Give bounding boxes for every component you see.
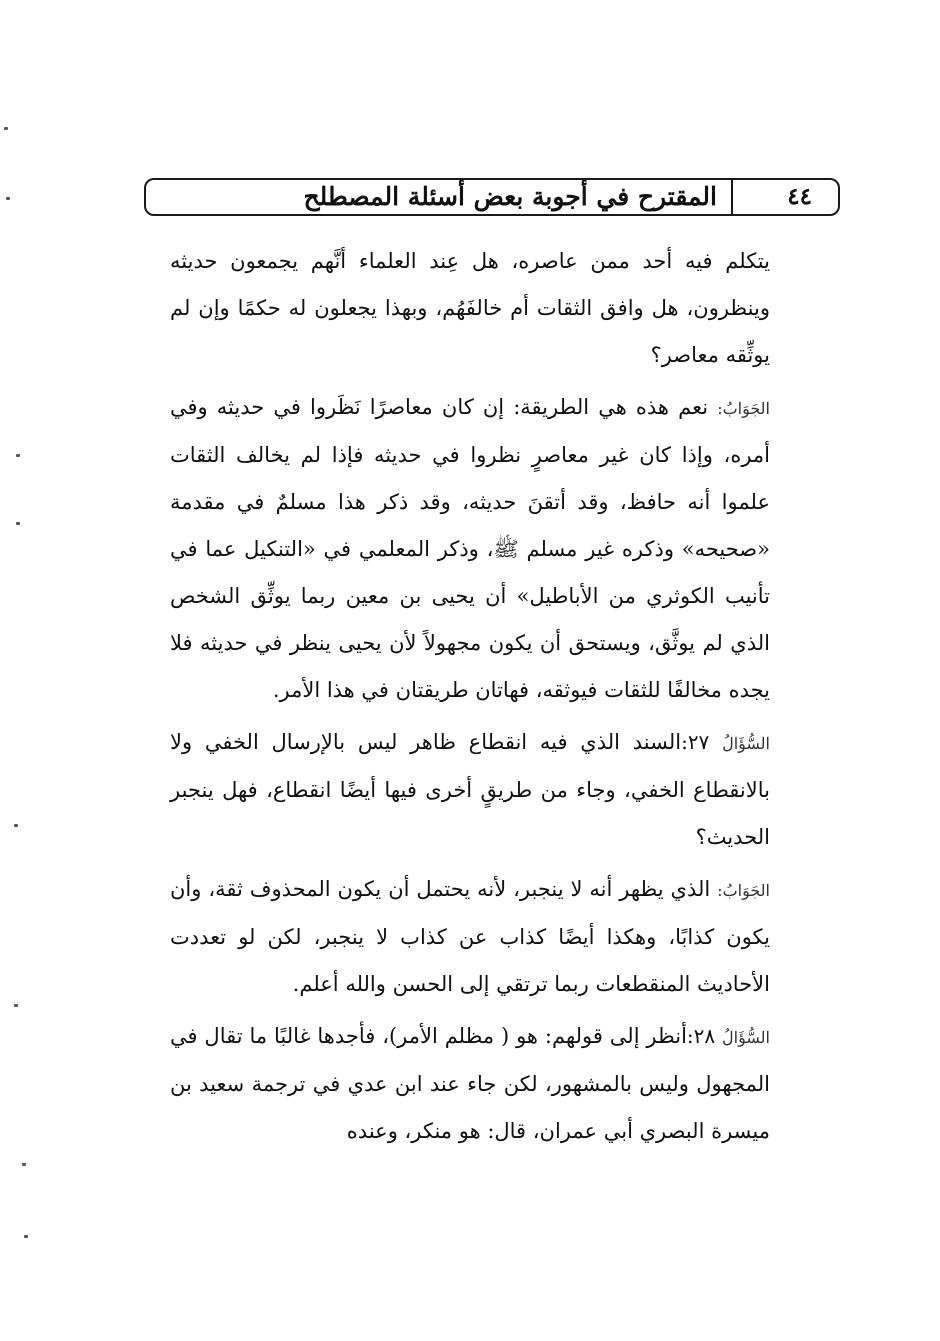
- answer-paragraph-2: [170, 866, 770, 1008]
- scan-speck: [16, 522, 20, 525]
- question-28-paragraph: [170, 1013, 770, 1155]
- scan-speck: [14, 1004, 18, 1007]
- answer-label: الجَوَابُ:: [717, 399, 770, 418]
- question-label: السُّؤَالُ: [722, 1028, 770, 1047]
- answer-label: الجَوَابُ:: [717, 881, 770, 900]
- scan-speck: [22, 1163, 26, 1166]
- scan-speck: [24, 1235, 28, 1238]
- answer-paragraph-1: [170, 384, 770, 714]
- question-number: ٢٨:: [686, 1024, 716, 1048]
- scan-speck: [6, 197, 10, 200]
- scan-speck: [16, 454, 20, 457]
- question-number: ٢٧:: [681, 730, 710, 754]
- page-number: ٤٤: [787, 183, 812, 210]
- scan-speck: [14, 824, 18, 827]
- question-27-paragraph: [170, 719, 770, 861]
- scan-speck: [4, 127, 8, 130]
- answer-text: الذي يظهر أنه لا ينجبر، لأنه يحتمل أن يكون المحذوف ثقة، وأن يكون كذابًا، وهكذا أيضًا كذاب عن كذاب لا ينجبر، لكن لو تعددت الأحاديث المنقطعات ربما ترتقي إلى الحسن والله أعلم.: [170, 877, 770, 996]
- book-title: المقترح في أجوبة بعض أسئلة المصطلح: [303, 182, 717, 211]
- question-text: السند الذي فيه انقطاع ظاهر ليس بالإرسال الخفي ولا بالانقطاع الخفي، وجاء من طريقٍ أخرى فيها أيضًا انقطاع، فهل ينجبر الحديث؟: [170, 730, 770, 849]
- question-label: السُّؤَالُ: [722, 734, 770, 753]
- question-text: أنظر إلى قولهم: هو ( مظلم الأمر)، فأجدها غالبًا ما تقال في المجهول وليس بالمشهور، لكن جاء عند ابن عدي في ترجمة سعيد بن ميسرة البصري أبي عمران، قال: هو منكر، وعنده: [170, 1024, 770, 1143]
- page-body: [170, 238, 770, 1160]
- running-header: [144, 178, 840, 216]
- intro-paragraph: يتكلم فيه أحد ممن عاصره، هل عِند العلماء أنَّهم يجمعون حديثه وينظرون، هل وافق الثقات أم خالفَهُم، وبهذا يجعلون له حكمًا وإن لم يوثِّقه معاصر؟: [170, 249, 770, 367]
- answer-text: نعم هذه هي الطريقة: إن كان معاصرًا نَظَروا في حديثه وفي أمره، وإذا كان غير معاصرٍ نظروا في حديثه فإذا لم يخالف الثقات علموا أنه حافظ، وقد أتقنَ حديثه، وقد ذكر هذا مسلمٌ في مقدمة «صحيحه» وذكره غير مسلم ﷺ، وذكر المعلمي في «التنكيل عما في تأنيب الكوثري من الأباطيل» أن يحيى بن معين ربما يوثِّق الشخص الذي لم يوثَّق، ويستحق أن يكون مجهولاً لأن يحيى ينظر في حديثه فلا يجده مخالفًا للثقات فيوثقه، فهاتان طريقتان في هذا الأمر.: [170, 395, 770, 702]
